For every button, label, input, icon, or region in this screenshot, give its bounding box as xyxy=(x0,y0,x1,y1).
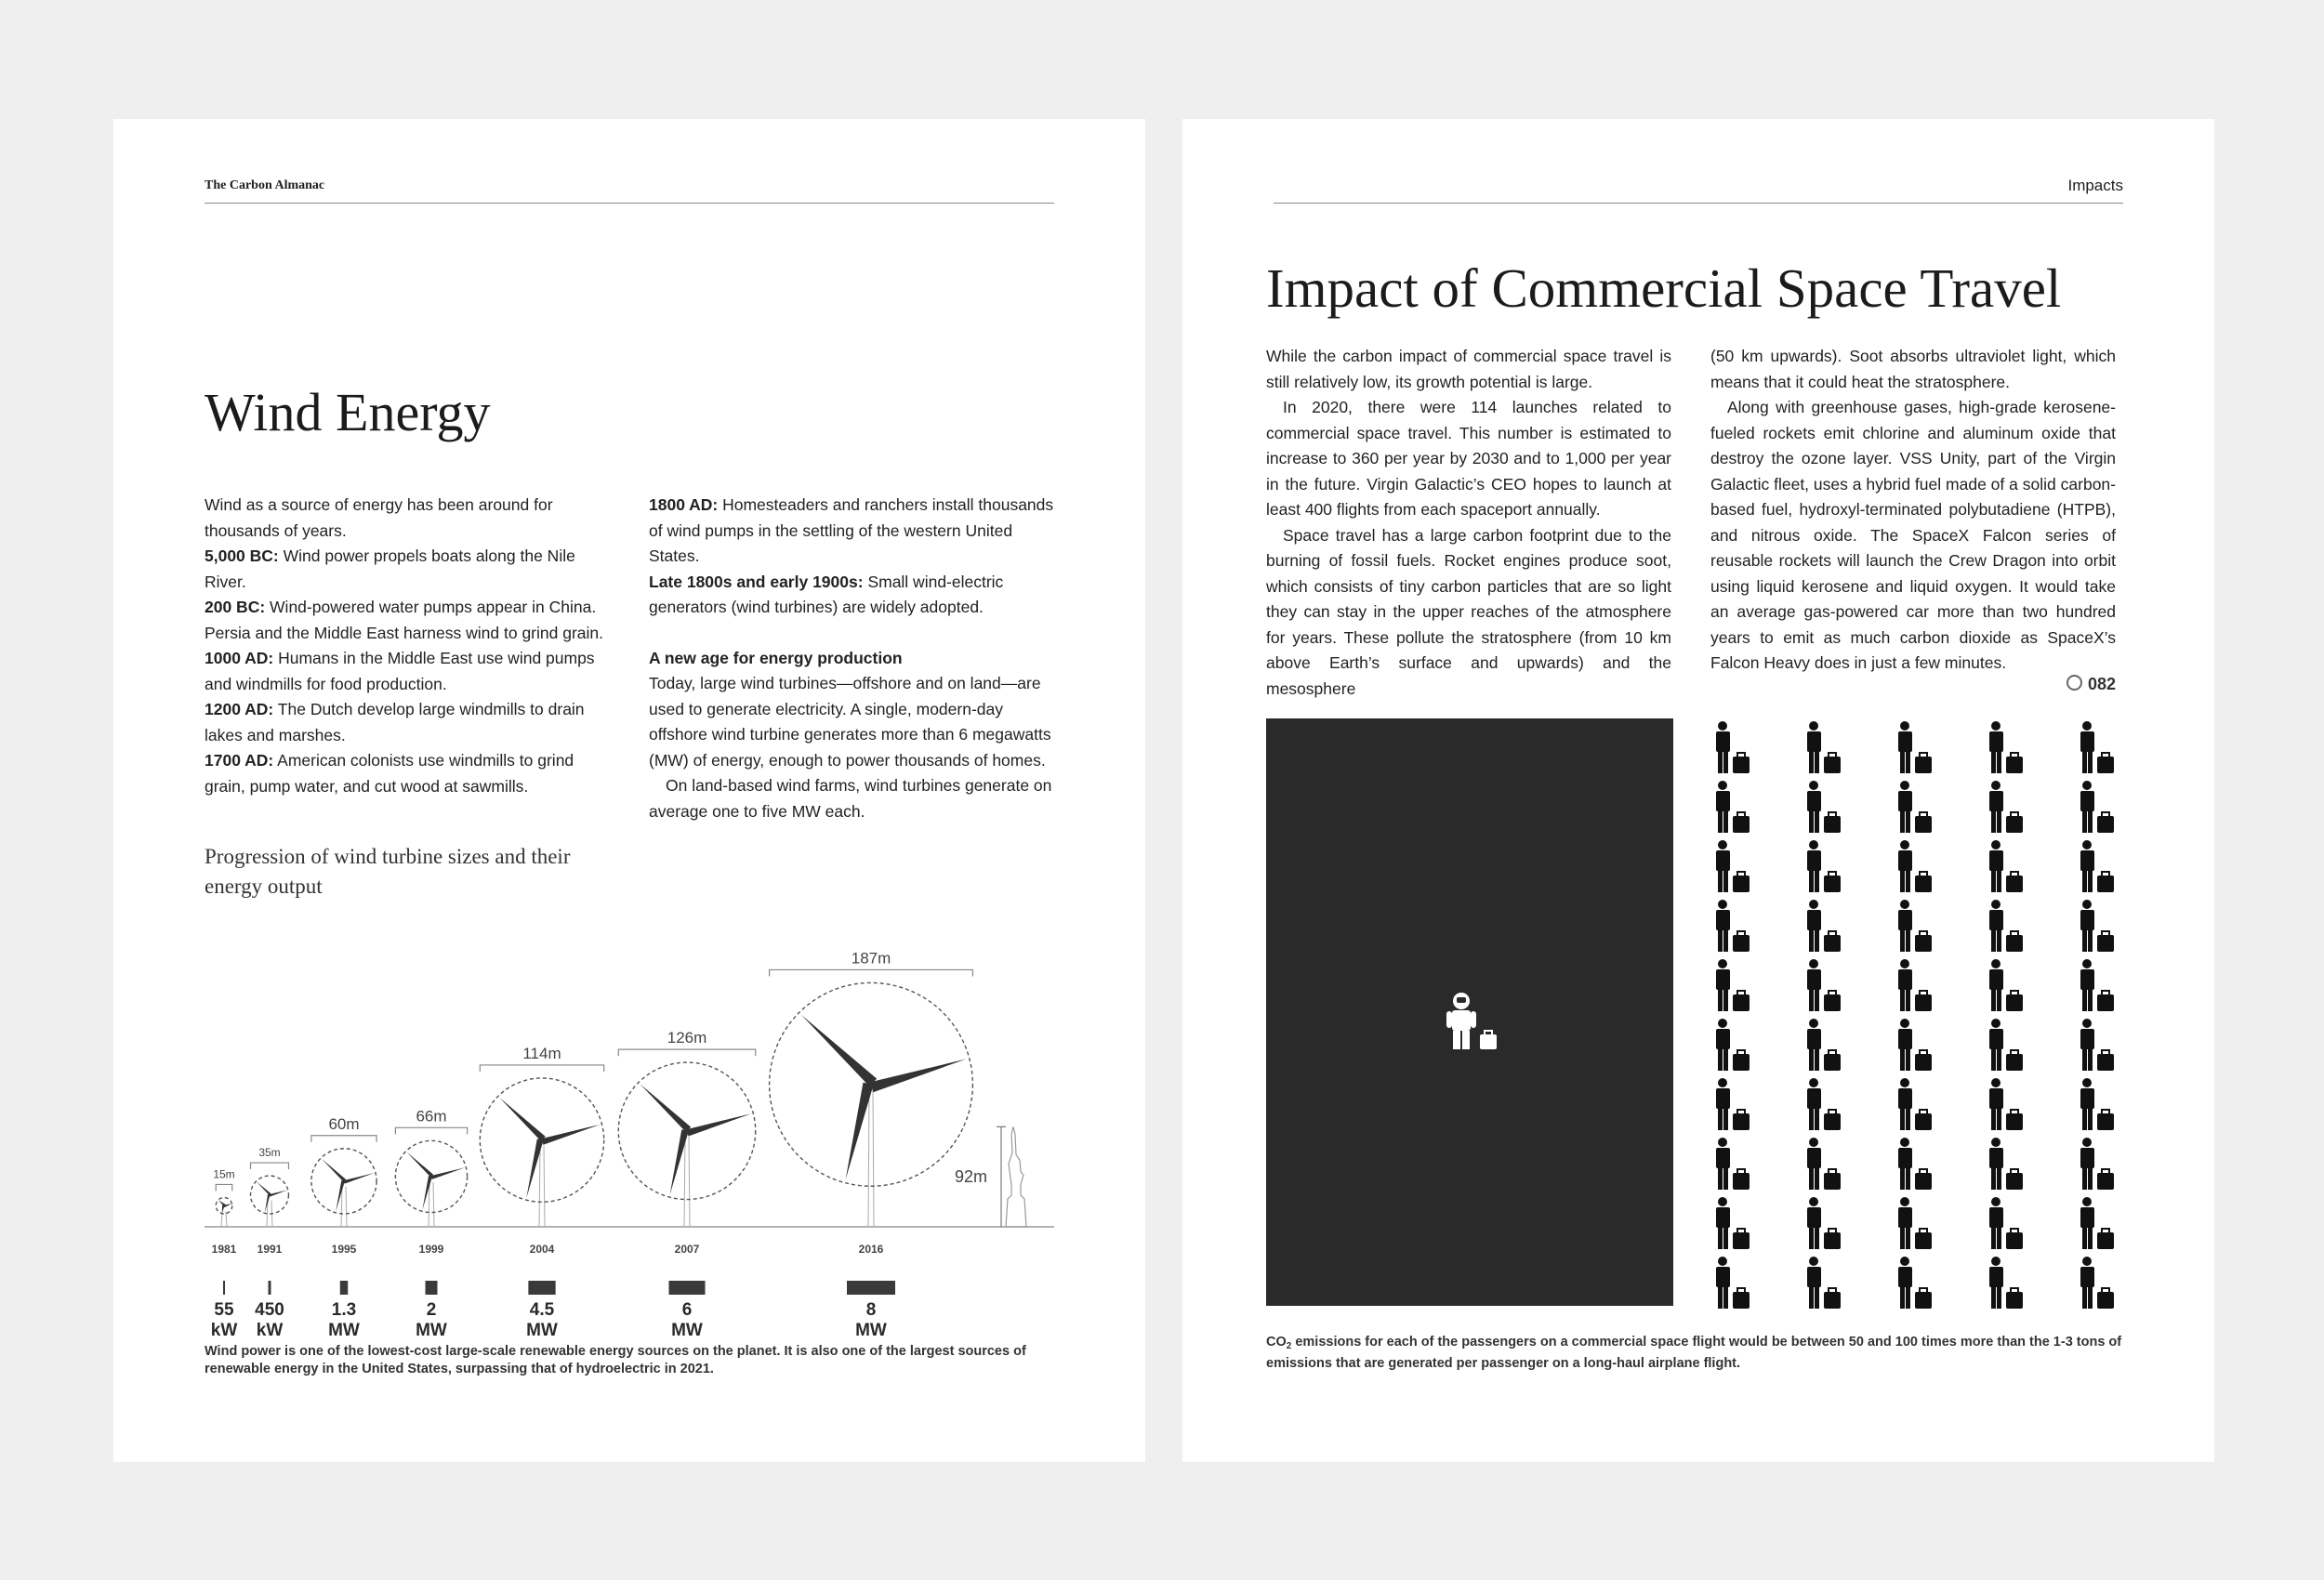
passenger-icon xyxy=(1807,1019,1841,1071)
passenger-icon xyxy=(1989,721,2023,773)
passenger-icon xyxy=(1898,721,1932,773)
passenger-icon xyxy=(2080,900,2114,952)
diameter-bracket xyxy=(618,1049,755,1056)
passenger-icon xyxy=(1989,1019,2023,1071)
passenger-grid xyxy=(1703,714,2131,1309)
passenger-icon xyxy=(1807,1138,1841,1190)
passenger-icon xyxy=(2080,1078,2114,1130)
reference-number: 082 xyxy=(2087,675,2116,693)
turbine-tower xyxy=(873,1090,874,1227)
turbine-blade xyxy=(640,1084,691,1132)
passenger-icon xyxy=(1898,1138,1932,1190)
turbine-blade xyxy=(870,1059,966,1092)
turbine-blade xyxy=(669,1129,688,1195)
passenger-icon xyxy=(1716,840,1750,892)
turbine-tower xyxy=(539,1146,540,1227)
turbine-tower xyxy=(433,1182,434,1227)
year-label: 1995 xyxy=(331,1243,357,1256)
passenger-icon xyxy=(1807,1197,1841,1249)
passenger-icon xyxy=(1989,1078,2023,1130)
turbine-tower xyxy=(868,1090,869,1227)
turbine-blade xyxy=(422,1176,432,1210)
turbine-hub xyxy=(684,1128,690,1134)
passenger-icon xyxy=(2080,1257,2114,1309)
page-title: Wind Energy xyxy=(205,382,491,442)
page-title: Impact of Commercial Space Travel xyxy=(1266,257,2062,319)
timeline-entry: 1800 AD: Homesteaders and ranchers install thousands of wind pumps in the settling of the western United States. xyxy=(649,495,1054,565)
turbine-tower xyxy=(689,1137,690,1227)
timeline-entry: 1700 AD: American colonists use windmills to grind grain, pump water, and cut wood at sawmills. xyxy=(205,751,574,796)
turbine-blade xyxy=(499,1098,546,1141)
passenger-icon xyxy=(1807,1257,1841,1309)
output-bar xyxy=(847,1281,895,1295)
turbine-tower xyxy=(544,1146,545,1227)
cross-reference[interactable] xyxy=(2067,675,2116,694)
left-page xyxy=(113,119,1145,1462)
diameter-bracket xyxy=(395,1127,467,1134)
passenger-icon xyxy=(1807,721,1841,773)
output-unit: MW xyxy=(855,1321,887,1340)
passenger-icon xyxy=(1898,900,1932,952)
section-heading: A new age for energy production xyxy=(649,648,903,667)
diameter-label: 114m xyxy=(522,1044,561,1062)
turbine-chart xyxy=(113,835,1145,1355)
output-unit: MW xyxy=(526,1321,558,1340)
turbine-tower xyxy=(684,1137,685,1227)
turbine-blade xyxy=(336,1180,345,1212)
chart-caption: Wind power is one of the lowest-cost large-scale renewable energy sources on the planet. It is also one of the largest sources of renewable energy in the United States, surpassing that of hydroelectric in 2021. xyxy=(205,1344,1026,1376)
turbine-blade xyxy=(801,1015,877,1086)
turbine-tower xyxy=(346,1187,347,1227)
diameter-label: 35m xyxy=(258,1146,281,1160)
year-label: 2007 xyxy=(674,1243,700,1256)
passenger-icon xyxy=(2080,1138,2114,1190)
output-value: 450 xyxy=(255,1300,284,1320)
diameter-bracket xyxy=(770,969,973,976)
year-label: 1981 xyxy=(211,1243,237,1256)
running-head-section: Impacts xyxy=(2067,177,2123,194)
turbine-hub xyxy=(269,1193,271,1196)
output-unit: kW xyxy=(210,1321,238,1340)
passenger-icon xyxy=(1716,1197,1750,1249)
passenger-icon xyxy=(2080,721,2114,773)
intro-text: Wind as a source of energy has been around for thousands of years. xyxy=(205,495,553,540)
chart-title: Progression of wind turbine sizes and their energy output xyxy=(205,845,571,898)
passenger-icon xyxy=(1807,959,1841,1011)
turbine-blade xyxy=(270,1190,287,1196)
diameter-bracket xyxy=(216,1184,232,1191)
body-paragraph: On land-based wind farms, wind turbines generate on average one to five MW each. xyxy=(649,776,1052,821)
passenger-icon xyxy=(1989,1138,2023,1190)
output-value: 6 xyxy=(681,1300,693,1320)
diameter-label: 15m xyxy=(213,1167,235,1181)
passenger-icon xyxy=(1989,900,2023,952)
diameter-label: 60m xyxy=(328,1114,360,1133)
passenger-icon xyxy=(2080,1019,2114,1071)
timeline-column-1 xyxy=(205,493,610,799)
passenger-icon xyxy=(2080,1197,2114,1249)
body-paragraph: Space travel has a large carbon footprint due to the burning of fossil fuels. Rocket engines produce soot, which consists of tiny carbon particles that are so light they can stay in the upper reaches of the atmosphere for years. These pollute the stratosphere (from 10 km above Earth’s surface and upwards) and the mesosphere xyxy=(1266,525,1671,698)
output-unit: MW xyxy=(671,1321,703,1340)
timeline-entry: 1000 AD: Humans in the Middle East use wind pumps and windmills for food production. xyxy=(205,649,595,693)
astronaut-icon xyxy=(1443,990,1499,1055)
output-unit: MW xyxy=(328,1321,360,1340)
running-head-title: The Carbon Almanac xyxy=(205,178,325,192)
turbine-blade xyxy=(526,1139,543,1198)
output-value: 55 xyxy=(214,1300,234,1320)
passenger-icon xyxy=(1898,781,1932,833)
diameter-bracket xyxy=(480,1065,603,1072)
timeline-entry: Late 1800s and early 1900s: Small wind-electric generators (wind turbines) are widely adopted. xyxy=(649,572,1004,616)
passenger-icon xyxy=(1716,1078,1750,1130)
right-page xyxy=(1182,119,2214,1462)
passenger-icon xyxy=(1898,1197,1932,1249)
passenger-icon xyxy=(1716,1019,1750,1071)
body-column-1 xyxy=(1266,344,1671,702)
turbine-hub xyxy=(539,1138,544,1142)
diameter-label: 66m xyxy=(416,1107,447,1126)
output-unit: MW xyxy=(416,1321,447,1340)
passenger-icon xyxy=(2080,781,2114,833)
globe-icon xyxy=(2067,675,2082,691)
output-bar xyxy=(426,1281,438,1295)
output-value: 8 xyxy=(865,1300,877,1320)
turbine-blade xyxy=(344,1173,375,1184)
passenger-icon xyxy=(1989,781,2023,833)
passenger-icon xyxy=(1716,959,1750,1011)
running-head xyxy=(1274,177,2123,204)
statue-of-liberty-icon xyxy=(1006,1126,1026,1227)
diameter-bracket xyxy=(311,1136,376,1142)
diameter-bracket xyxy=(251,1163,289,1169)
passenger-icon xyxy=(1898,959,1932,1011)
turbine-hub xyxy=(429,1175,432,1178)
passenger-icon xyxy=(1898,1019,1932,1071)
timeline-entry: 1200 AD: The Dutch develop large windmills to drain lakes and marshes. xyxy=(205,700,585,744)
passenger-icon xyxy=(1807,1078,1841,1130)
body-paragraph: Along with greenhouse gases, high-grade kerosene-fueled rockets emit chlorine and aluminum oxide that destroy the ozone layer. VSS Unity, part of the Virgin Galactic fleet, uses a hybrid fuel made of a solid carbon-based fuel, hydroxyl-terminated polybutadiene (HTPB), and nitrous oxide. The SpaceX Falcon series of reusable rockets will launch the Crew Dragon into orbit using liquid kerosene and liquid oxygen. It would take an average gas-powered car more than two hundred years to emit as much carbon dioxide as SpaceX’s Falcon Heavy does in just a few minutes. xyxy=(1710,398,2116,672)
timeline-entry: 5,000 BC: Wind power propels boats along the Nile River. xyxy=(205,546,575,591)
running-head xyxy=(205,177,1054,204)
output-bar xyxy=(669,1281,706,1295)
year-label: 1999 xyxy=(418,1243,444,1256)
timeline-entry: 200 BC: Wind-powered water pumps appear in China. Persia and the Middle East harness wind to grind grain. xyxy=(205,598,603,642)
passenger-icon xyxy=(1716,721,1750,773)
passenger-icon xyxy=(1989,1197,2023,1249)
passenger-icon xyxy=(1807,781,1841,833)
passenger-icon xyxy=(1989,1257,2023,1309)
single-passenger-panel xyxy=(1266,718,1673,1306)
diameter-label: 126m xyxy=(667,1029,707,1047)
year-label: 1991 xyxy=(257,1243,283,1256)
output-value: 4.5 xyxy=(529,1300,555,1320)
output-value: 1.3 xyxy=(331,1300,357,1320)
passenger-icon xyxy=(2080,840,2114,892)
turbine-blade xyxy=(322,1159,346,1182)
timeline-column-2 xyxy=(649,493,1054,824)
passenger-icon xyxy=(1989,840,2023,892)
turbine-blade xyxy=(687,1113,752,1136)
turbine-hub xyxy=(343,1179,346,1182)
turbine-blade xyxy=(431,1167,465,1179)
turbine-hub xyxy=(223,1205,226,1207)
output-bar xyxy=(528,1281,555,1295)
year-label: 2004 xyxy=(529,1243,555,1256)
turbine-hub xyxy=(867,1080,876,1088)
body-paragraph: (50 km upwards). Soot absorbs ultraviolet light, which means that it could heat the stratosphere. xyxy=(1710,347,2116,391)
passenger-icon xyxy=(1807,900,1841,952)
passenger-icon xyxy=(1716,781,1750,833)
output-bar xyxy=(340,1281,348,1295)
chart-caption: $CO_2$ emissions for each of the passengers on a commercial space flight would be between 50 and 100 times more than the 1-3 tons of emissions that are generated per passenger on a long-haul airplane flight. xyxy=(1266,1335,2122,1371)
passenger-icon xyxy=(1716,900,1750,952)
turbine-blade xyxy=(257,1181,271,1194)
output-bar xyxy=(223,1281,225,1295)
passenger-icon xyxy=(1898,840,1932,892)
turbine-blade xyxy=(407,1152,434,1177)
passenger-icon xyxy=(1716,1138,1750,1190)
body-paragraph: In 2020, there were 114 launches related to commercial space travel. This number is estimated to increase to 360 per year by 2030 and to 1,000 per year in the future. Virgin Galactic’s CEO hopes to launch at least 400 flights from each spaceport annually. xyxy=(1266,398,1671,519)
output-value: 2 xyxy=(426,1300,437,1320)
passenger-icon xyxy=(2080,959,2114,1011)
body-paragraph: Today, large wind turbines—offshore and on land—are used to generate electricity. A single, modern-day offshore wind turbine generates more than 6 megawatts (MW) of energy, enough to power thousands of homes. xyxy=(649,674,1051,770)
diameter-label: 187m xyxy=(851,949,891,968)
passenger-icon xyxy=(1807,840,1841,892)
turbine-blade xyxy=(542,1125,601,1145)
body-column-2 xyxy=(1710,344,2116,677)
passenger-icon xyxy=(1898,1257,1932,1309)
passenger-icon xyxy=(1716,1257,1750,1309)
passenger-icon xyxy=(1898,1078,1932,1130)
reference-height-label: 92m xyxy=(954,1167,987,1187)
body-paragraph: While the carbon impact of commercial space travel is still relatively low, its growth potential is large. xyxy=(1266,347,1671,391)
passenger-icon xyxy=(1989,959,2023,1011)
output-unit: kW xyxy=(256,1321,284,1340)
output-bar xyxy=(269,1281,271,1295)
year-label: 2016 xyxy=(858,1243,884,1256)
